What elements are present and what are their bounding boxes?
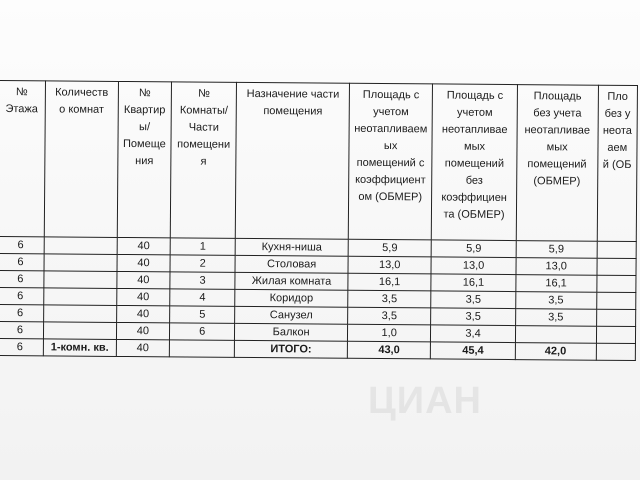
cell-room-name: Кухня-ниша xyxy=(235,238,348,256)
header-room-purpose: Назначение части помещения xyxy=(236,82,350,239)
cell-area-1: 1,0 xyxy=(347,324,431,342)
cell-room-number: 3 xyxy=(170,272,235,290)
cell-room-number: 6 xyxy=(170,323,235,341)
cell-apartment: 40 xyxy=(116,288,169,305)
cell-rooms xyxy=(44,237,117,255)
cell-area-2: 45,4 xyxy=(431,342,516,360)
cell-area-4 xyxy=(596,292,636,309)
cell-area-3: 3,5 xyxy=(515,309,596,327)
cell-rooms xyxy=(44,254,117,272)
cell-area-3: 16,1 xyxy=(516,275,597,293)
table-total-row xyxy=(0,338,635,360)
cell-room-name: Столовая xyxy=(235,255,348,273)
cell-area-3: 5,9 xyxy=(516,241,597,259)
cell-apartment: 40 xyxy=(116,305,169,322)
cell-area-4 xyxy=(597,241,637,258)
header-apartment-number: № Квартир ы/ Помеще ния xyxy=(117,81,172,237)
cell-rooms xyxy=(43,305,116,323)
cell-area-4 xyxy=(596,343,636,360)
cell-area-3 xyxy=(515,326,596,344)
cell-apartment: 40 xyxy=(116,339,169,356)
cell-area-1: 3,5 xyxy=(348,307,432,325)
cell-room-number: 2 xyxy=(170,255,235,273)
cell-apartment: 40 xyxy=(116,322,169,339)
cell-area-1: 16,1 xyxy=(348,273,432,291)
header-floor: № Этажа xyxy=(0,81,45,237)
cell-area-2: 5,9 xyxy=(431,240,516,258)
cell-room-name: Коридор xyxy=(235,289,348,307)
cell-area-4 xyxy=(596,309,636,326)
cell-apartment: 40 xyxy=(117,254,170,271)
cell-apartment: 40 xyxy=(117,271,170,288)
cell-rooms xyxy=(44,288,117,306)
cell-floor: 6 xyxy=(0,304,44,321)
header-area-with-coef: Площадь с учетом неотапливаем ых помещений с коэффициент ом (ОБМЕР) xyxy=(348,83,433,240)
cell-apartment: 40 xyxy=(117,237,170,254)
cell-floor: 6 xyxy=(0,253,44,270)
header-row xyxy=(0,81,637,242)
cell-floor: 6 xyxy=(0,338,43,355)
cell-rooms xyxy=(43,322,116,340)
cell-floor: 6 xyxy=(0,321,43,338)
cell-area-3: 3,5 xyxy=(515,292,596,310)
cell-room-name: Балкон xyxy=(235,323,348,341)
cell-area-4 xyxy=(596,326,636,343)
cell-total-label: ИТОГО: xyxy=(235,340,348,358)
cell-area-4 xyxy=(597,258,637,275)
cell-area-4 xyxy=(596,275,636,292)
header-area-without-coef: Площадь с учетом неотапливае мых помещений без коэффициен та (ОБМЕР) xyxy=(432,84,518,241)
cell-room-number: 1 xyxy=(170,238,235,256)
cell-room-number xyxy=(169,340,234,358)
watermark: ЦИАН xyxy=(368,380,482,422)
cell-area-2: 3,4 xyxy=(431,325,516,343)
cell-area-1: 43,0 xyxy=(347,341,431,359)
cell-floor: 6 xyxy=(0,236,44,253)
cell-area-3: 42,0 xyxy=(515,343,596,361)
cell-room-number: 4 xyxy=(170,289,235,307)
cell-area-1: 3,5 xyxy=(348,290,432,308)
cell-area-1: 5,9 xyxy=(348,239,432,257)
cell-area-2: 3,5 xyxy=(431,308,516,326)
header-area-excluding-unheated: Площадь без учета неотапливае мых помещений (ОБМЕР) xyxy=(516,85,598,242)
header-room-number: № Комнаты/ Части помещени я xyxy=(170,82,236,239)
header-area-cut-off: Пло без у неота аем й (ОБ xyxy=(597,85,638,241)
cell-room-number: 5 xyxy=(170,306,235,324)
cell-floor: 6 xyxy=(0,287,44,304)
cell-room-name: Санузел xyxy=(235,306,348,324)
cell-room-name: Жилая комната xyxy=(235,272,348,290)
cell-area-2: 13,0 xyxy=(431,257,516,275)
cell-area-1: 13,0 xyxy=(348,256,432,274)
cell-area-2: 3,5 xyxy=(431,291,516,309)
cell-rooms: 1-комн. кв. xyxy=(43,339,116,357)
cell-floor: 6 xyxy=(0,270,44,287)
room-area-table xyxy=(0,80,638,361)
cell-area-2: 16,1 xyxy=(431,274,516,292)
header-rooms-count: Количеств о комнат xyxy=(44,81,118,238)
cell-rooms xyxy=(44,271,117,289)
cell-area-3: 13,0 xyxy=(516,258,597,276)
